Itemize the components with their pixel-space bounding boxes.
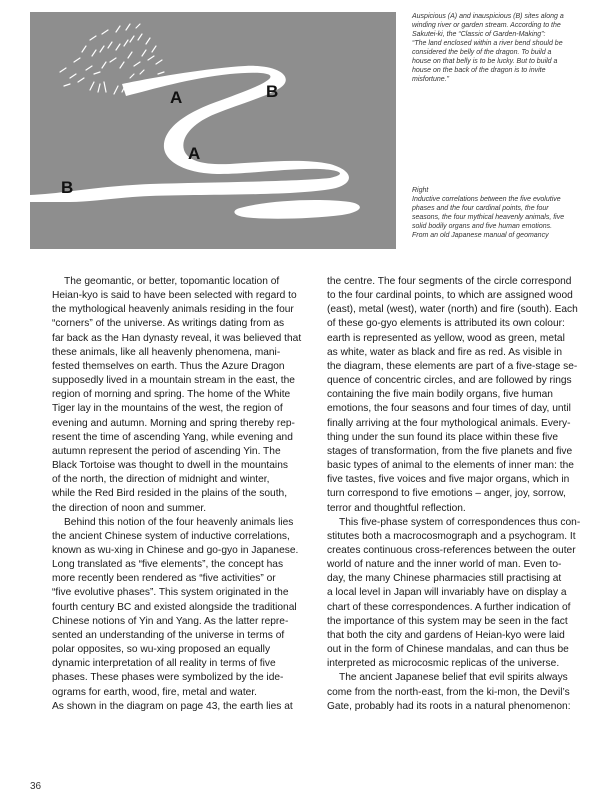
text-line: Gate, probably had its roots in a natural phenomenon: <box>327 700 571 712</box>
caption-line: Auspicious (A) and inauspicious (B) sites along a <box>412 13 564 20</box>
caption-line: seasons, the four mythical heavenly animals, five <box>412 214 565 221</box>
label-a-upper: A <box>170 88 183 107</box>
caption-line: Inductive correlations between the five evolutive <box>412 196 561 203</box>
caption-line: house on that belly is to be lucky. But to build a <box>412 58 558 65</box>
text-line: earth is represented as yellow, wood as green, metal <box>327 332 565 344</box>
text-line: a local level in Japan will invariably have on display a <box>327 587 567 599</box>
winding-stream <box>30 66 349 202</box>
figure-caption <box>412 12 592 84</box>
text-line: interpreted as microcosmic replicas of the universe. <box>327 658 560 670</box>
caption-line: considered the belly of the dragon. To build a <box>412 49 552 56</box>
caption-heading: Right <box>412 187 429 194</box>
label-b-upper: B <box>266 82 279 101</box>
island <box>234 200 359 219</box>
text-line: the diagram, these elements are part of a five-stage se- <box>327 360 578 372</box>
text-line: “five evolutive phases”. This system originated in the <box>52 587 289 599</box>
text-line: the ancient Chinese system of inductive correlations, <box>52 530 290 542</box>
text-line: known as wu-xing in Chinese and go-gyo in Japanese. <box>52 544 299 556</box>
text-line: the direction of noon and summer. <box>52 502 207 514</box>
caption-line: winding river or garden stream. According to the <box>412 22 561 29</box>
caption-line: misfortune.” <box>412 76 449 83</box>
text-line: world of nature and the inner world of man. Even to- <box>327 559 562 571</box>
text-line: Chinese notions of Yin and Yang. As the latter repre- <box>52 615 289 627</box>
caption-line: phases and the four cardinal points, the four <box>412 205 549 212</box>
text-line: as white, water as black and fire as red. As visible in <box>327 346 562 358</box>
text-line: while the Red Bird resided in the plains of the south, <box>52 488 288 500</box>
text-line: supposedly lived in a mountain stream in the east, the <box>52 375 295 387</box>
caption-line: house on the back of the dragon is to invite <box>412 67 546 74</box>
text-line: more recently been rendered as “five activities” or <box>52 573 276 585</box>
right-column <box>327 275 585 714</box>
text-line: Tiger lay in the mountains of the west, the region of <box>52 403 283 415</box>
text-line: the centre. The four segments of the circle correspond <box>327 276 572 287</box>
text-line: phases. These phases were symbolized by the ide- <box>52 672 284 684</box>
text-line: that both the city and gardens of Heian-kyo were laid <box>327 629 565 641</box>
text-line: “corners” of the universe. As writings dating from as <box>52 318 285 330</box>
text-line: Behind this notion of the four heavenly animals lies <box>64 516 294 528</box>
text-line: stitutes both a macrocosmograph and a psychogram. It <box>327 530 576 542</box>
label-a-lower: A <box>188 144 201 163</box>
caption-line: “The land enclosed within a river bend should be <box>412 40 563 47</box>
text-line: This five-phase system of correspondences thus con- <box>339 516 581 528</box>
text-line: terror and thoughtful reflection. <box>327 502 466 514</box>
caption-line: solid bodily organs and five human emotions. <box>412 223 553 230</box>
text-line: of these go-gyo elements is attributed its own colour: <box>327 318 565 330</box>
text-line: far back as the Han dynasty reveal, it was believed that <box>52 332 302 344</box>
text-line: containing the five main bodily organs, five human <box>327 389 553 401</box>
stream-diagram <box>30 12 396 249</box>
text-line: stages of transformation, from the five planets and five <box>327 445 573 457</box>
text-line: fourth century BC and existed alongside the traditional <box>52 601 297 613</box>
text-line: dynamic interpretation of all reality in terms of five <box>52 658 276 670</box>
text-line: sented an understanding of the universe in terms of <box>52 629 285 641</box>
caption-line: From an old Japanese manual of geomancy <box>412 232 549 239</box>
text-line: Long translated as “five elements”, the concept has <box>52 559 284 571</box>
left-column <box>52 275 310 714</box>
text-line: As shown in the diagram on page 43, the earth lies at <box>52 700 293 712</box>
text-line: to the four cardinal points, to which are assigned wood <box>327 290 573 302</box>
text-line: The geomantic, or better, topomantic location of <box>64 276 280 287</box>
text-line: finally arriving at the four mythological animals. Every- <box>327 417 571 429</box>
text-line: thing under the sun found its place within these five <box>327 431 559 443</box>
text-line: five tastes, five voices and five major organs, which in <box>327 474 570 486</box>
text-line: basic types of animal to the elements of inner man: the <box>327 460 574 472</box>
text-line: quence of concentric circles, and are followed by rings <box>327 375 572 387</box>
text-line: day, the many Chinese pharmacies still practising at <box>327 573 562 585</box>
text-line: Black Tortoise was thought to dwell in the mountains <box>52 460 288 472</box>
text-line: evening and autumn. Morning and spring thereby rep- <box>52 417 295 429</box>
text-line: Heian-kyo is said to have been selected with regard to <box>52 290 297 302</box>
caption-line: Sakutei-ki, the “Classic of Garden-Making”: <box>412 31 546 38</box>
page-number: 36 <box>30 781 42 792</box>
facing-page-caption <box>412 186 592 240</box>
garden-stream-illustration <box>30 12 396 249</box>
text-line: of the north, the direction of midnight and winter, <box>52 474 270 486</box>
text-line: fested themselves on earth. Thus the Azure Dragon <box>52 360 285 372</box>
text-line: these animals, like all heavenly phenomena, mani- <box>52 346 281 358</box>
text-line: autumn represent the period of ascending Yin. The <box>52 445 281 457</box>
text-line: chart of these correspondences. A further indication of <box>327 601 571 613</box>
text-line: the mythological heavenly animals residing in the four <box>52 304 294 316</box>
text-line: (east), metal (west), water (north) and fire (south). Each <box>327 304 578 316</box>
text-line: ograms for earth, wood, fire, metal and water. <box>52 686 257 698</box>
text-line: out in the form of Chinese mandalas, and can thus be <box>327 644 569 656</box>
text-line: the importance of this system may be seen in the fact <box>327 615 568 627</box>
text-line: creates continuous cross-references between the outer <box>327 544 576 556</box>
label-b-lower: B <box>61 178 74 197</box>
text-line: resent the time of ascending Yang, while evening and <box>52 431 293 443</box>
text-line: come from the north-east, from the ki-mon, the Devil’s <box>327 686 570 698</box>
text-line: turn correspond to five emotions – anger, joy, sorrow, <box>327 488 566 500</box>
text-line: region of morning and spring. The home of the White <box>52 389 291 401</box>
text-line: The ancient Japanese belief that evil spirits always <box>339 672 568 684</box>
text-line: emotions, the four seasons and four times of day, until <box>327 403 571 415</box>
text-line: polar opposites, so wu-xing proposed an equally <box>52 644 271 656</box>
